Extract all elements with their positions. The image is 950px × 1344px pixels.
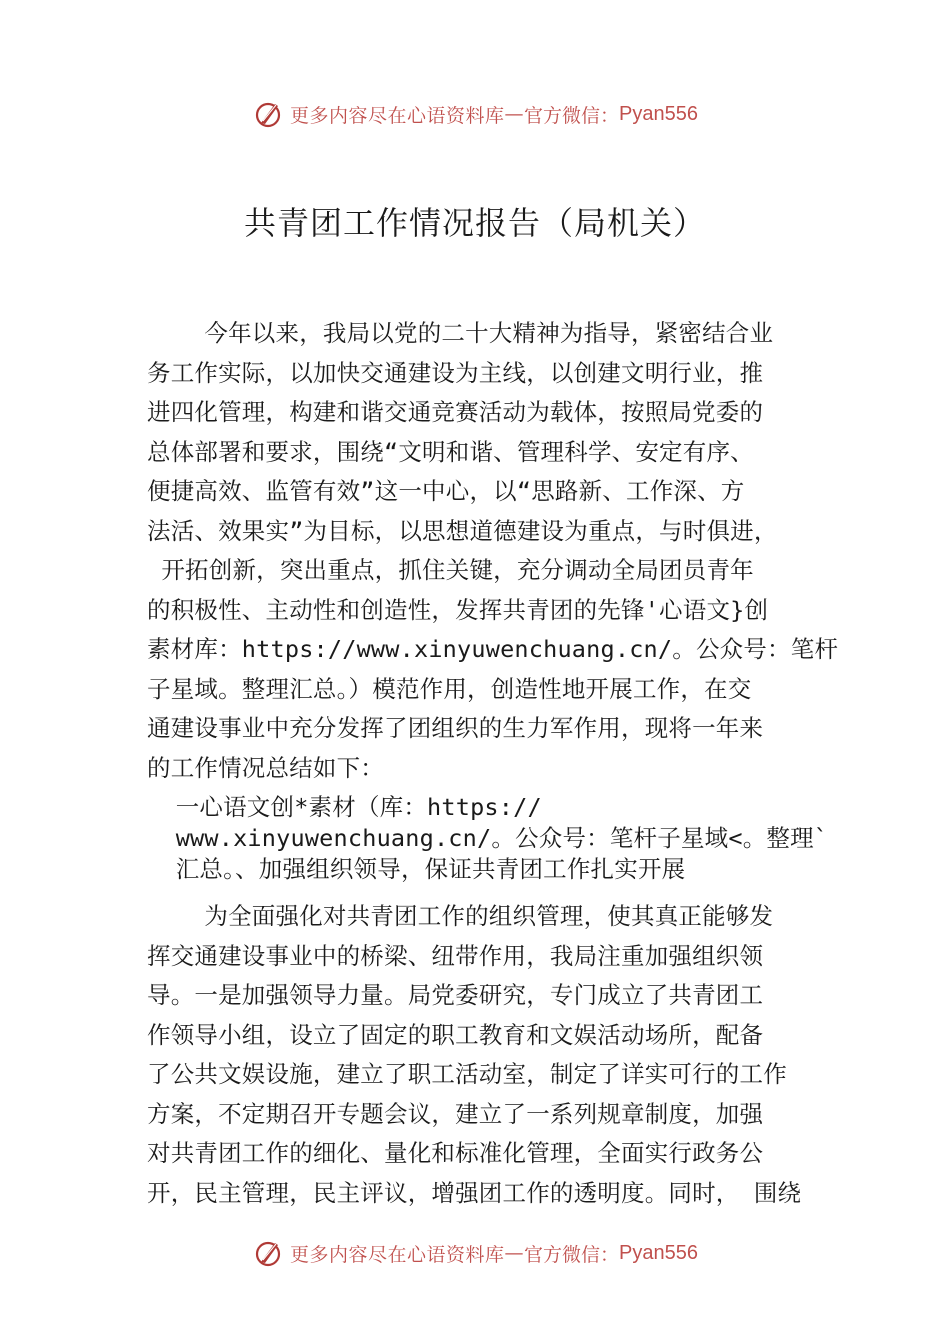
- section-heading-line: 一心语文创*素材（库：https://: [147, 793, 542, 821]
- paragraph-line: 通建设事业中充分发挥了团组织的生力军作用，现将一年来: [147, 714, 764, 742]
- paragraph-line: 挥交通建设事业中的桥梁、纽带作用，我局注重加强组织领: [147, 941, 764, 970]
- paragraph-line: 素材库：https://www.xinyuwenchuang.cn/。公众号：笔杆: [147, 635, 839, 663]
- quill-logo-icon: [252, 1237, 284, 1269]
- paragraph-line: 为全面强化对共青团工作的组织管理，使其真正能够发: [147, 902, 774, 930]
- footer-banner: [0, 1233, 950, 1273]
- section-heading-line: 汇总。、加强组织领导，保证共青团工作扎实开展: [147, 855, 686, 883]
- paragraph-line: 导。一是加强领导力量。局党委研究，专门成立了共青团工: [147, 981, 764, 1009]
- paragraph-line: 总体部署和要求，围绕“文明和谐、管理科学、安定有序、: [147, 437, 754, 466]
- banner-text: 更多内容尽在心语资料库: [290, 104, 505, 127]
- paragraph-line: 了公共文娱设施，建立了职工活动室，制定了详实可行的工作: [147, 1060, 787, 1088]
- section-heading-line: www.xinyuwenchuang.cn/。公众号：笔杆子星域<。整理`: [147, 824, 829, 852]
- paragraph-line: 对共青团工作的细化、量化和标准化管理，全面实行政务公: [147, 1139, 764, 1167]
- paragraph-line: 的工作情况总结如下：: [147, 753, 384, 782]
- document-body: [147, 314, 839, 1213]
- document-title: 共青团工作情况报告（局机关）: [243, 204, 706, 242]
- quill-logo-icon: [252, 98, 284, 130]
- banner-wechat-id: Pyan556: [619, 102, 698, 125]
- banner-text: 更多内容尽在心语资料库: [290, 1243, 505, 1266]
- paragraph-line: 作领导小组，设立了固定的职工教育和文娱活动场所，配备: [147, 1020, 764, 1049]
- banner-wechat-id: Pyan556: [619, 1241, 698, 1264]
- paragraph-line: 子星域。整理汇总。）模范作用，创造性地开展工作，在交: [147, 674, 752, 703]
- banner-dash: —: [504, 103, 525, 125]
- banner-sub: 官方微信：: [524, 104, 620, 127]
- paragraph-line: 便捷高效、监管有效”这一中心，以“思路新、工作深、方: [147, 477, 745, 505]
- banner-dash: —: [504, 1242, 525, 1264]
- paragraph-line: 进四化管理，构建和谐交通竞赛活动为载体，按照局党委的: [147, 398, 764, 426]
- paragraph-line: 务工作实际，以加快交通建设为主线，以创建文明行业，推: [147, 358, 764, 387]
- paragraph-line: 方案，不定期召开专题会议，建立了一系列规章制度，加强: [147, 1099, 764, 1128]
- paragraph-line: 的积极性、主动性和创造性，发挥共青团的先锋'心语文}创: [147, 595, 769, 624]
- banner-sub: 官方微信：: [524, 1243, 620, 1266]
- paragraph-line: 今年以来，我局以党的二十大精神为指导，紧密结合业: [147, 319, 774, 347]
- paragraph-line: 法活、效果实”为目标，以思想道德建设为重点，与时俱进，: [147, 516, 778, 545]
- paragraph-line: 开，民主管理，民主评议，增强团工作的透明度。同时， 围绕: [147, 1178, 802, 1207]
- paragraph-line: 开拓创新，突出重点，抓住关键，充分调动全局团员青年: [147, 556, 754, 584]
- header-banner: [0, 94, 950, 134]
